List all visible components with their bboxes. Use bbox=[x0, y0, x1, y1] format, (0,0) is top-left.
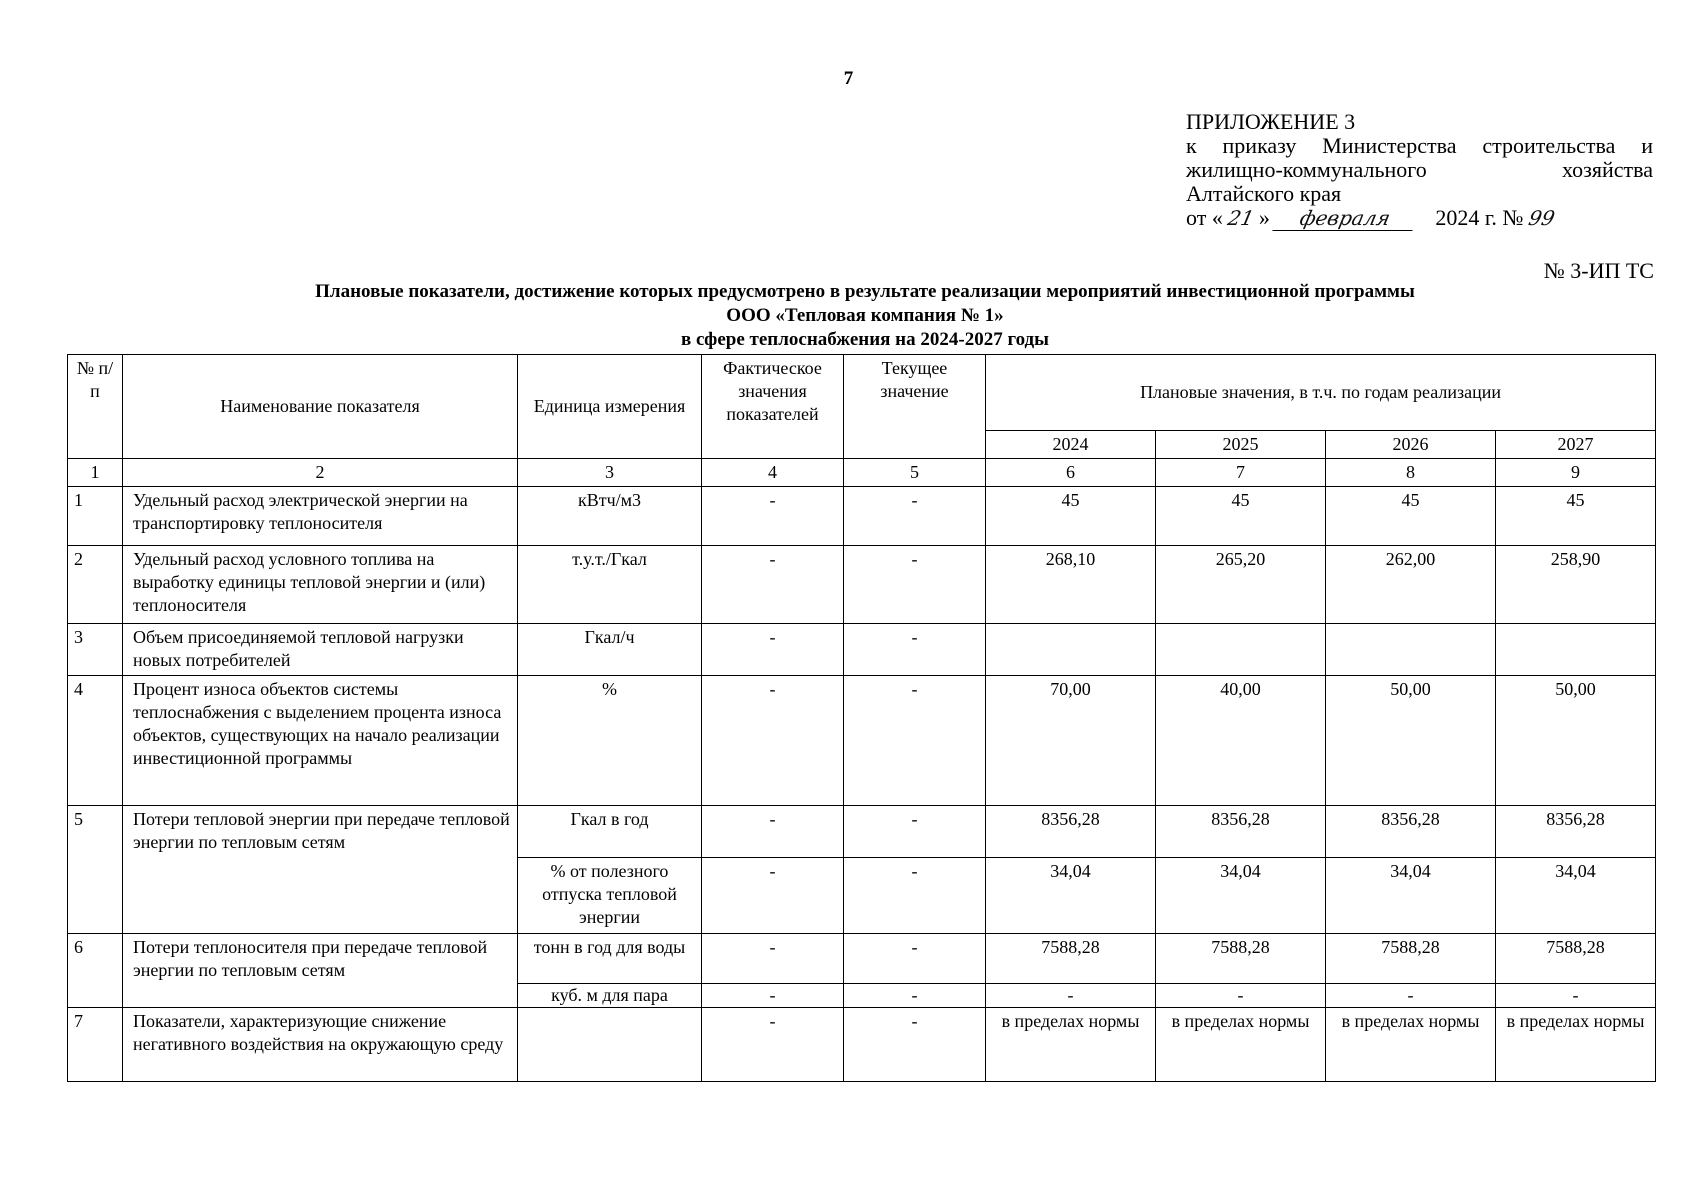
row-value: - bbox=[1326, 984, 1496, 1008]
row-value: - bbox=[986, 984, 1156, 1008]
row-value: 8356,28 bbox=[986, 806, 1156, 858]
header-year: 2027 bbox=[1496, 431, 1656, 459]
row-unit: куб. м для пара bbox=[518, 984, 702, 1008]
row-value: 45 bbox=[1326, 487, 1496, 546]
column-number: 6 bbox=[986, 459, 1156, 487]
order-line bbox=[1186, 206, 1653, 231]
appendix-block bbox=[1186, 110, 1653, 231]
row-current: - bbox=[844, 1008, 986, 1082]
header-row bbox=[68, 355, 1656, 431]
column-number: 3 bbox=[518, 459, 702, 487]
appendix-line-3: Алтайского края bbox=[1186, 181, 1342, 206]
table-row bbox=[68, 546, 1656, 624]
row-value: в пределах нормы bbox=[1496, 1008, 1656, 1082]
row-value: 7588,28 bbox=[1326, 934, 1496, 984]
row-unit: тонн в год для воды bbox=[518, 934, 702, 984]
row-current: - bbox=[844, 487, 986, 546]
row-unit: Гкал в год bbox=[518, 806, 702, 858]
row-value: 50,00 bbox=[1326, 676, 1496, 806]
row-value bbox=[1156, 624, 1326, 676]
header-unit: Единица измерения bbox=[518, 355, 702, 459]
title-line-2: ООО «Тепловая компания № 1» bbox=[726, 305, 1004, 326]
row-value: 8356,28 bbox=[1326, 806, 1496, 858]
row-unit: кВтч/м3 bbox=[518, 487, 702, 546]
order-day-handwritten: 21 bbox=[1225, 206, 1257, 230]
column-number: 9 bbox=[1496, 459, 1656, 487]
column-number: 5 bbox=[844, 459, 986, 487]
column-number: 8 bbox=[1326, 459, 1496, 487]
row-value: 7588,28 bbox=[1156, 934, 1326, 984]
row-value: в пределах нормы bbox=[1326, 1008, 1496, 1082]
row-current: - bbox=[844, 858, 986, 934]
row-name: Объем присоединяемой тепловой нагрузки новых потребителей bbox=[123, 624, 518, 676]
row-actual: - bbox=[702, 984, 844, 1008]
row-actual: - bbox=[702, 676, 844, 806]
row-num: 6 bbox=[68, 934, 123, 1008]
column-number: 2 bbox=[123, 459, 518, 487]
row-num: 5 bbox=[68, 806, 123, 934]
row-value: 34,04 bbox=[1326, 858, 1496, 934]
row-value: 262,00 bbox=[1326, 546, 1496, 624]
header-name: Наименование показателя bbox=[123, 355, 518, 459]
row-name: Процент износа объектов системы теплоснабжения с выделением процента износа объектов, существующих на начало реализации инвестиционной программы bbox=[123, 676, 518, 806]
row-num: 7 bbox=[68, 1008, 123, 1082]
order-number-handwritten: 99 bbox=[1526, 206, 1557, 230]
appendix-line-2: жилищно-коммунального хозяйства bbox=[1186, 157, 1653, 182]
row-value: 34,04 bbox=[1156, 858, 1326, 934]
table-row bbox=[68, 676, 1656, 806]
row-value bbox=[1496, 624, 1656, 676]
row-num: 2 bbox=[68, 546, 123, 624]
row-actual: - bbox=[702, 934, 844, 984]
column-number: 4 bbox=[702, 459, 844, 487]
title-line-1: Плановые показатели, достижение которых предусмотрено в результате реализации мероприятий инвестиционной программы bbox=[315, 281, 1415, 302]
row-value: 7588,28 bbox=[1496, 934, 1656, 984]
table-row bbox=[68, 1008, 1656, 1082]
row-value: 258,90 bbox=[1496, 546, 1656, 624]
header-year: 2026 bbox=[1326, 431, 1496, 459]
row-name: Удельный расход условного топлива на выработку единицы тепловой энергии и (или) теплоносителя bbox=[123, 546, 518, 624]
row-value bbox=[1326, 624, 1496, 676]
title-line-3: в сфере теплоснабжения на 2024-2027 годы bbox=[680, 329, 1049, 350]
table-row bbox=[68, 624, 1656, 676]
row-current: - bbox=[844, 934, 986, 984]
row-current: - bbox=[844, 546, 986, 624]
row-unit: % от полезного отпуска тепловой энергии bbox=[518, 858, 702, 934]
column-number: 7 bbox=[1156, 459, 1326, 487]
row-value: 45 bbox=[1156, 487, 1326, 546]
order-month-handwritten: февраля bbox=[1273, 206, 1418, 231]
document-title bbox=[0, 280, 1697, 352]
row-num: 1 bbox=[68, 487, 123, 546]
row-unit: Гкал/ч bbox=[518, 624, 702, 676]
header-current: Текущее значение bbox=[844, 355, 986, 459]
row-num: 3 bbox=[68, 624, 123, 676]
order-prefix: от « bbox=[1186, 205, 1223, 230]
row-name: Показатели, характеризующие снижение негативного воздействия на окружающую среду bbox=[123, 1008, 518, 1082]
header-year: 2025 bbox=[1156, 431, 1326, 459]
row-current: - bbox=[844, 984, 986, 1008]
header-planned: Плановые значения, в т.ч. по годам реализации bbox=[986, 355, 1656, 431]
row-value: - bbox=[1156, 984, 1326, 1008]
row-value: 34,04 bbox=[1496, 858, 1656, 934]
table-row bbox=[68, 806, 1656, 858]
column-numbers-row bbox=[68, 459, 1656, 487]
header-year: 2024 bbox=[986, 431, 1156, 459]
row-value: в пределах нормы bbox=[1156, 1008, 1326, 1082]
row-current: - bbox=[844, 676, 986, 806]
table-row bbox=[68, 934, 1656, 984]
row-value: 268,10 bbox=[986, 546, 1156, 624]
order-year: 2024 г. № bbox=[1435, 205, 1524, 230]
row-name: Потери тепловой энергии при передаче тепловой энергии по тепловым сетям bbox=[123, 806, 518, 934]
row-num: 4 bbox=[68, 676, 123, 806]
row-actual: - bbox=[702, 858, 844, 934]
appendix-line-1: к приказу Министерства строительства и bbox=[1186, 133, 1653, 158]
header-num: № п/п bbox=[68, 355, 123, 459]
row-value: 8356,28 bbox=[1156, 806, 1326, 858]
row-actual: - bbox=[702, 546, 844, 624]
row-value: 40,00 bbox=[1156, 676, 1326, 806]
row-unit: % bbox=[518, 676, 702, 806]
row-actual: - bbox=[702, 624, 844, 676]
row-value: - bbox=[1496, 984, 1656, 1008]
header-actual: Фактическое значения показателей bbox=[702, 355, 844, 459]
form-number: № 3-ИП ТС bbox=[1543, 258, 1654, 283]
appendix-title: ПРИЛОЖЕНИЕ 3 bbox=[1186, 109, 1356, 134]
row-value: 45 bbox=[986, 487, 1156, 546]
row-value: 45 bbox=[1496, 487, 1656, 546]
row-value: 70,00 bbox=[986, 676, 1156, 806]
row-value: 7588,28 bbox=[986, 934, 1156, 984]
row-value: в пределах нормы bbox=[986, 1008, 1156, 1082]
row-name: Удельный расход электрической энергии на транспортировку теплоносителя bbox=[123, 487, 518, 546]
row-name: Потери теплоносителя при передаче тепловой энергии по тепловым сетям bbox=[123, 934, 518, 1008]
table-row bbox=[68, 487, 1656, 546]
row-unit bbox=[518, 1008, 702, 1082]
row-value: 34,04 bbox=[986, 858, 1156, 934]
row-value: 8356,28 bbox=[1496, 806, 1656, 858]
row-actual: - bbox=[702, 487, 844, 546]
row-actual: - bbox=[702, 806, 844, 858]
row-value bbox=[986, 624, 1156, 676]
column-number: 1 bbox=[68, 459, 123, 487]
order-mid: » bbox=[1258, 205, 1270, 230]
row-current: - bbox=[844, 624, 986, 676]
row-value: 50,00 bbox=[1496, 676, 1656, 806]
page-number: 7 bbox=[843, 68, 854, 89]
row-value: 265,20 bbox=[1156, 546, 1326, 624]
row-unit: т.у.т./Гкал bbox=[518, 546, 702, 624]
row-actual: - bbox=[702, 1008, 844, 1082]
row-current: - bbox=[844, 806, 986, 858]
indicators-table bbox=[67, 354, 1656, 1082]
